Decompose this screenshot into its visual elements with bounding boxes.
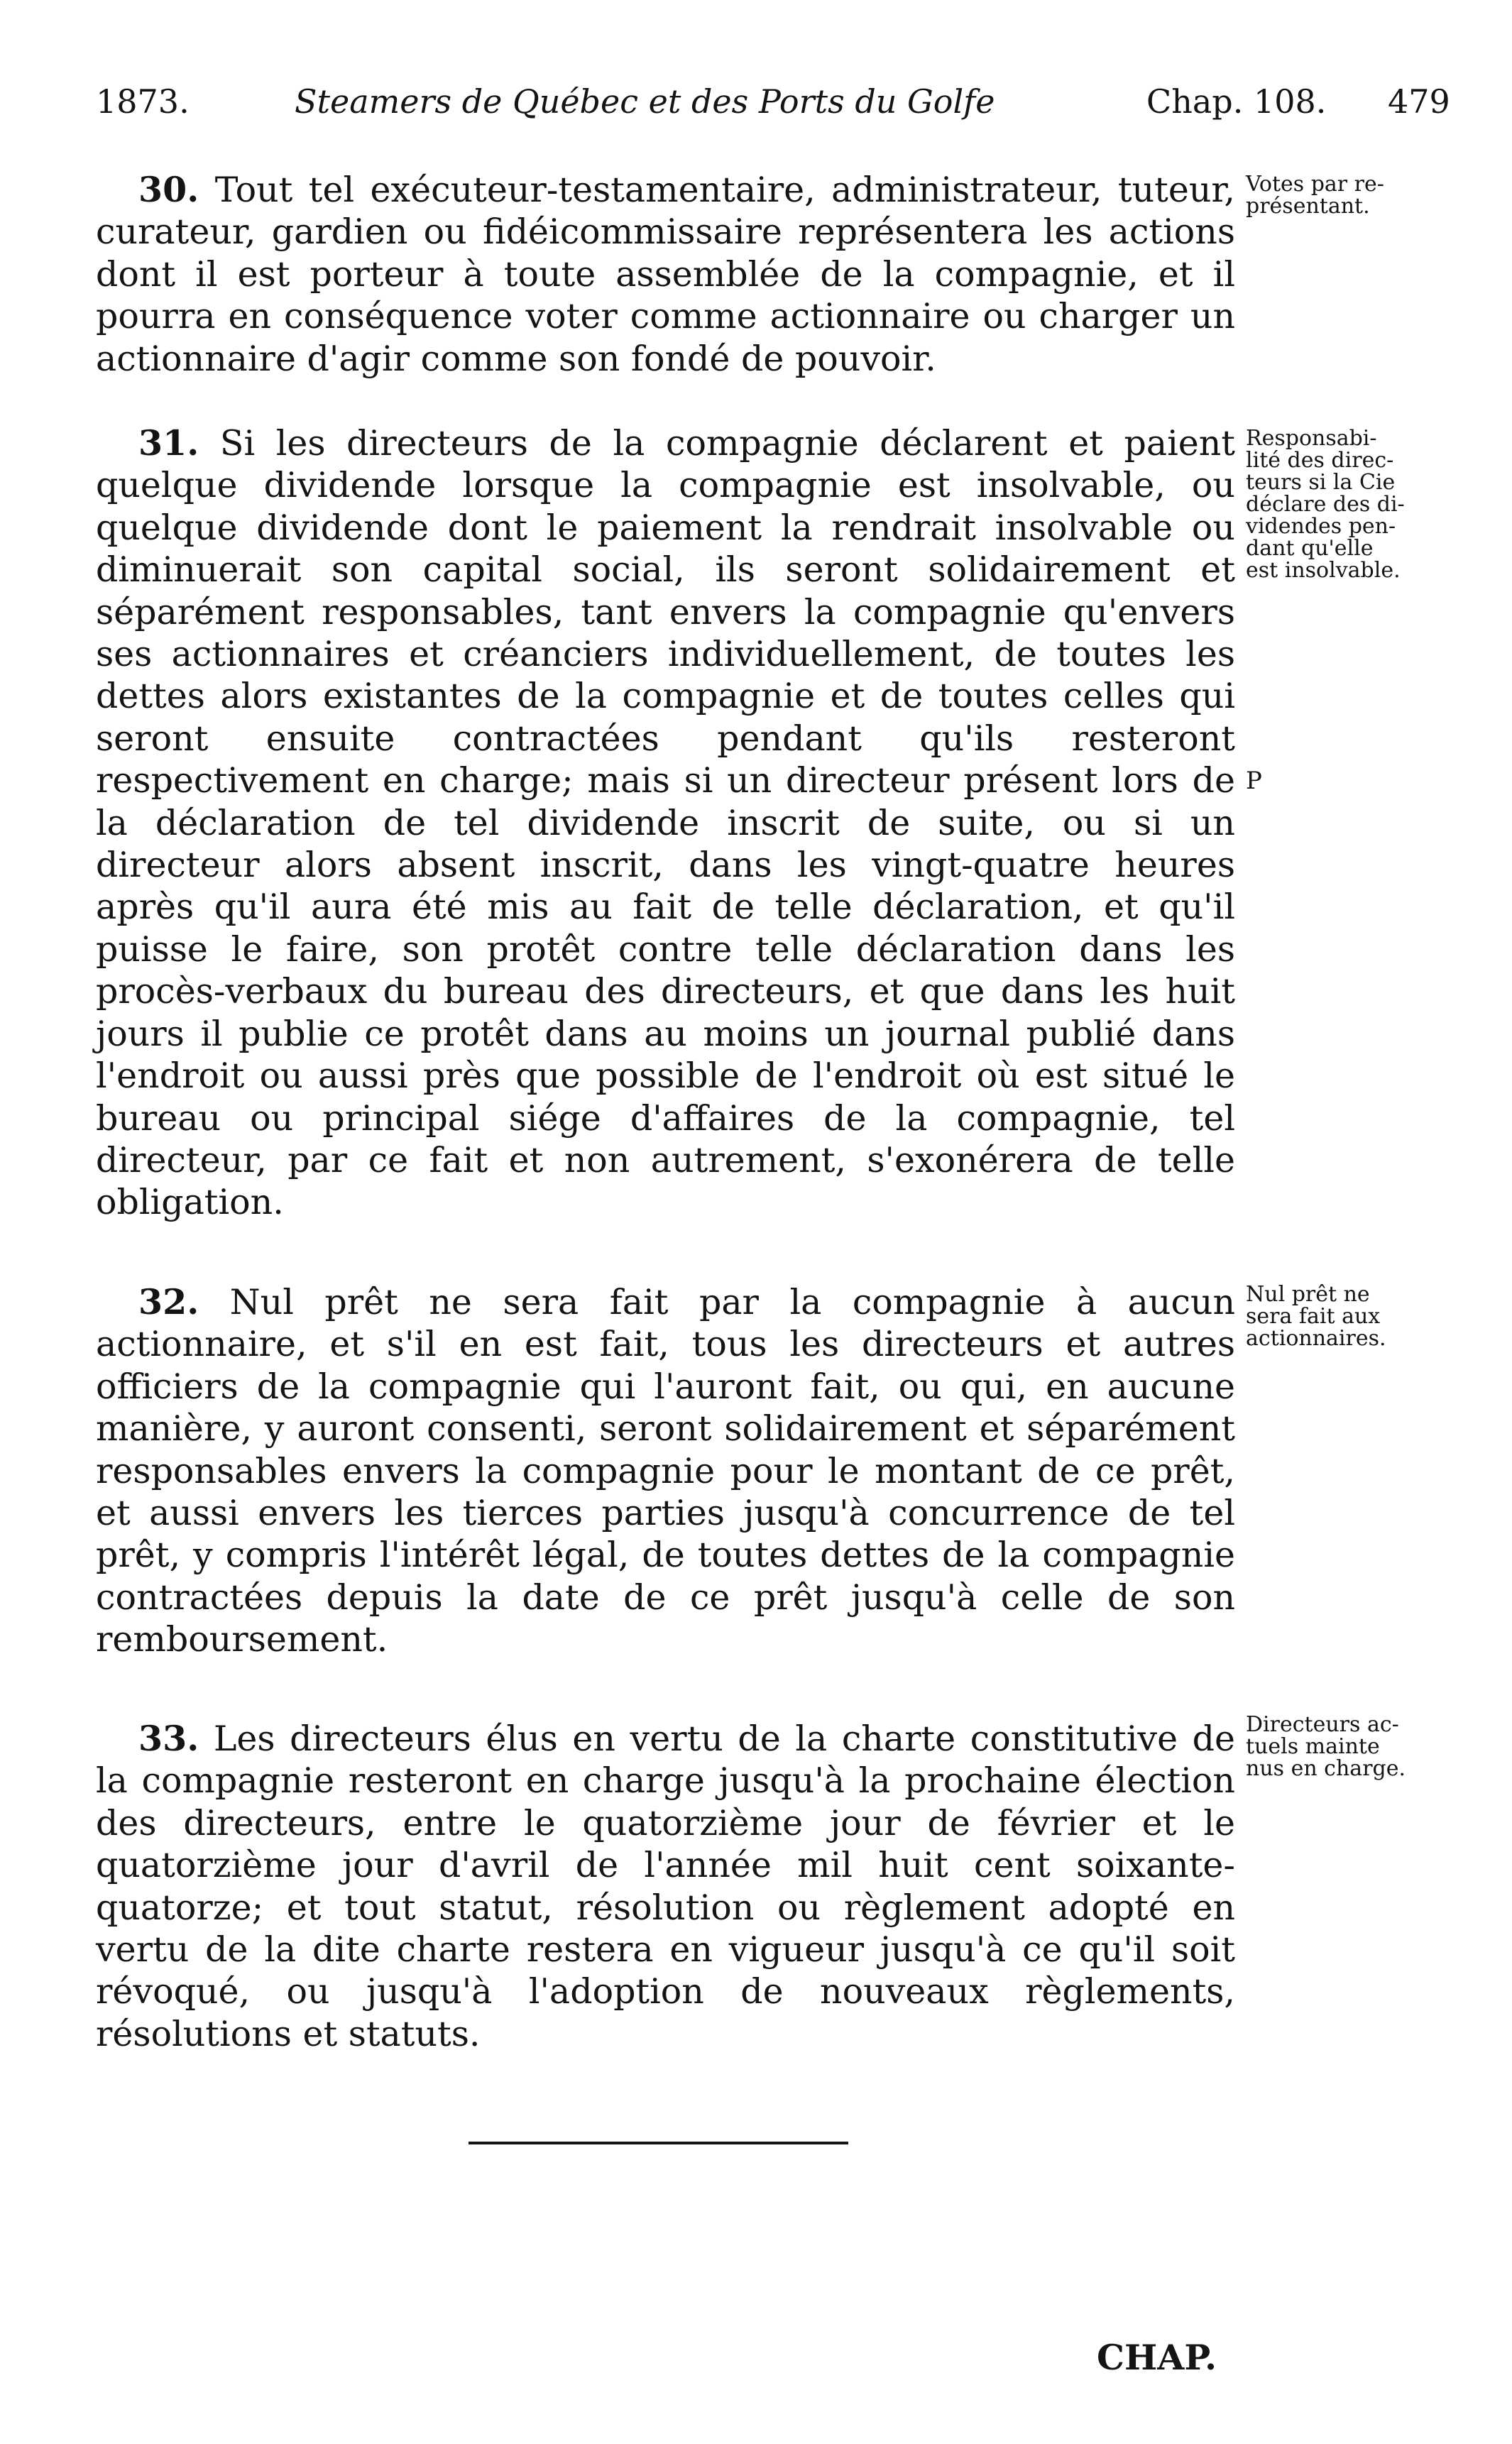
page-number: 479 (1388, 82, 1450, 121)
margin-note-line: présentant. (1246, 194, 1370, 219)
section-end-rule (469, 2142, 848, 2144)
margin-note-32 (1246, 1283, 1452, 1349)
margin-note-line: videndes pen- (1246, 514, 1396, 539)
section-number: 33. (138, 1718, 199, 1759)
margin-note-line: Votes par re- (1246, 172, 1384, 197)
section-text: Nul prêt ne sera fait par la compagnie à aucun actionnaire, et s'il en est fait, tous les directeurs et autres officiers de la compagnie qui l'auront fait, ou qui, en aucune manière, y auront consenti, seront solidairement et séparément responsables envers la compagnie pour le montant de ce prêt, et aussi envers les tierces parties jusqu'à concurrence de tel prêt, y compris l'intérêt légal, de toutes dettes de la compagnie contractées depuis la date de ce prêt jusqu'à celle de son remboursement. (96, 1282, 1236, 1660)
section-32 (96, 1281, 1235, 1661)
margin-note-line: lité des direc- (1246, 448, 1394, 473)
margin-note-line: Directeurs ac- (1246, 1712, 1399, 1737)
section-number: 30. (138, 169, 199, 210)
margin-note-line: est insolvable. (1246, 558, 1401, 583)
header-year: 1873. (96, 82, 190, 121)
margin-note-31 (1246, 427, 1452, 581)
margin-note-30 (1246, 173, 1452, 217)
margin-note-33 (1246, 1714, 1452, 1780)
margin-note-line: teurs si la Cie (1246, 470, 1396, 495)
running-header (96, 77, 1450, 126)
section-30 (96, 169, 1235, 380)
section-text: Les directeurs élus en vertu de la charte constitutive de la compagnie resteront en charge jusqu'à la prochaine élection des directeurs, entre le quatorzième jour de février et le quatorzième jour d'avril de l'année mil huit cent soixante-quatorze; et tout statut, résolution ou règlement adopté en vertu de la dite charte restera en vigueur jusqu'à ce qu'il soit révoqué, ou jusqu'à l'adoption de nouveaux règlements, résolutions et statuts. (96, 1719, 1236, 2054)
section-number: 31. (138, 422, 199, 464)
stray-margin-mark: P (1246, 767, 1262, 795)
section-31 (96, 422, 1235, 1224)
section-33 (96, 1718, 1235, 2055)
margin-note-line: dant qu'elle (1246, 536, 1374, 561)
margin-note-line: actionnaires. (1246, 1326, 1386, 1351)
header-title: Steamers de Québec et des Ports du Golfe (295, 82, 995, 121)
margin-note-line: Responsabi- (1246, 426, 1377, 451)
catchword: CHAP. (1097, 2337, 1217, 2378)
margin-note-line: nus en charge. (1246, 1756, 1406, 1781)
section-text: Si les directeurs de la compagnie déclarent et paient quelque dividende lorsque la compagnie est insolvable, ou quelque dividende dont le paiement la rendrait insolvable ou diminuerait son capital social, ils seront solidairement et séparément responsables, tant envers la compagnie qu'envers ses actionnaires et créanciers individuellement, de toutes les dettes alors existantes de la compagnie et de toutes celles qui seront ensuite contractées pendant qu'ils resteront respectivement en charge; mais si un directeur présent lors de la déclaration de tel dividende inscrit de suite, ou si un directeur alors absent inscrit, dans les vingt-quatre heures après qu'il aura été mis au fait de telle déclaration, et qu'il puisse le faire, son protêt contre telle déclaration dans les procès-verbaux du bureau des directeurs, et que dans les huit jours il publie ce protêt dans au moins un journal publié dans l'endroit ou aussi près que possible de l'endroit où est situé le bureau ou principal siége d'affaires de la compagnie, tel directeur, par ce fait et non autrement, s'exonérera de telle obligation. (96, 423, 1235, 1223)
section-number: 32. (138, 1281, 199, 1322)
margin-note-line: tuels mainte (1246, 1734, 1380, 1759)
header-chapter: Chap. 108. (1146, 82, 1327, 121)
margin-note-line: déclare des di- (1246, 492, 1405, 517)
margin-note-line: Nul prêt ne (1246, 1282, 1370, 1307)
margin-note-line: sera fait aux (1246, 1304, 1381, 1329)
section-text: Tout tel exécuteur-testamentaire, administrateur, tuteur, curateur, gardien ou fidéicommissaire représentera les actions dont il est porteur à toute assemblée de la compagnie, et il pourra en conséquence voter comme actionnaire ou charger un actionnaire d'agir comme son fondé de pouvoir. (96, 170, 1235, 379)
